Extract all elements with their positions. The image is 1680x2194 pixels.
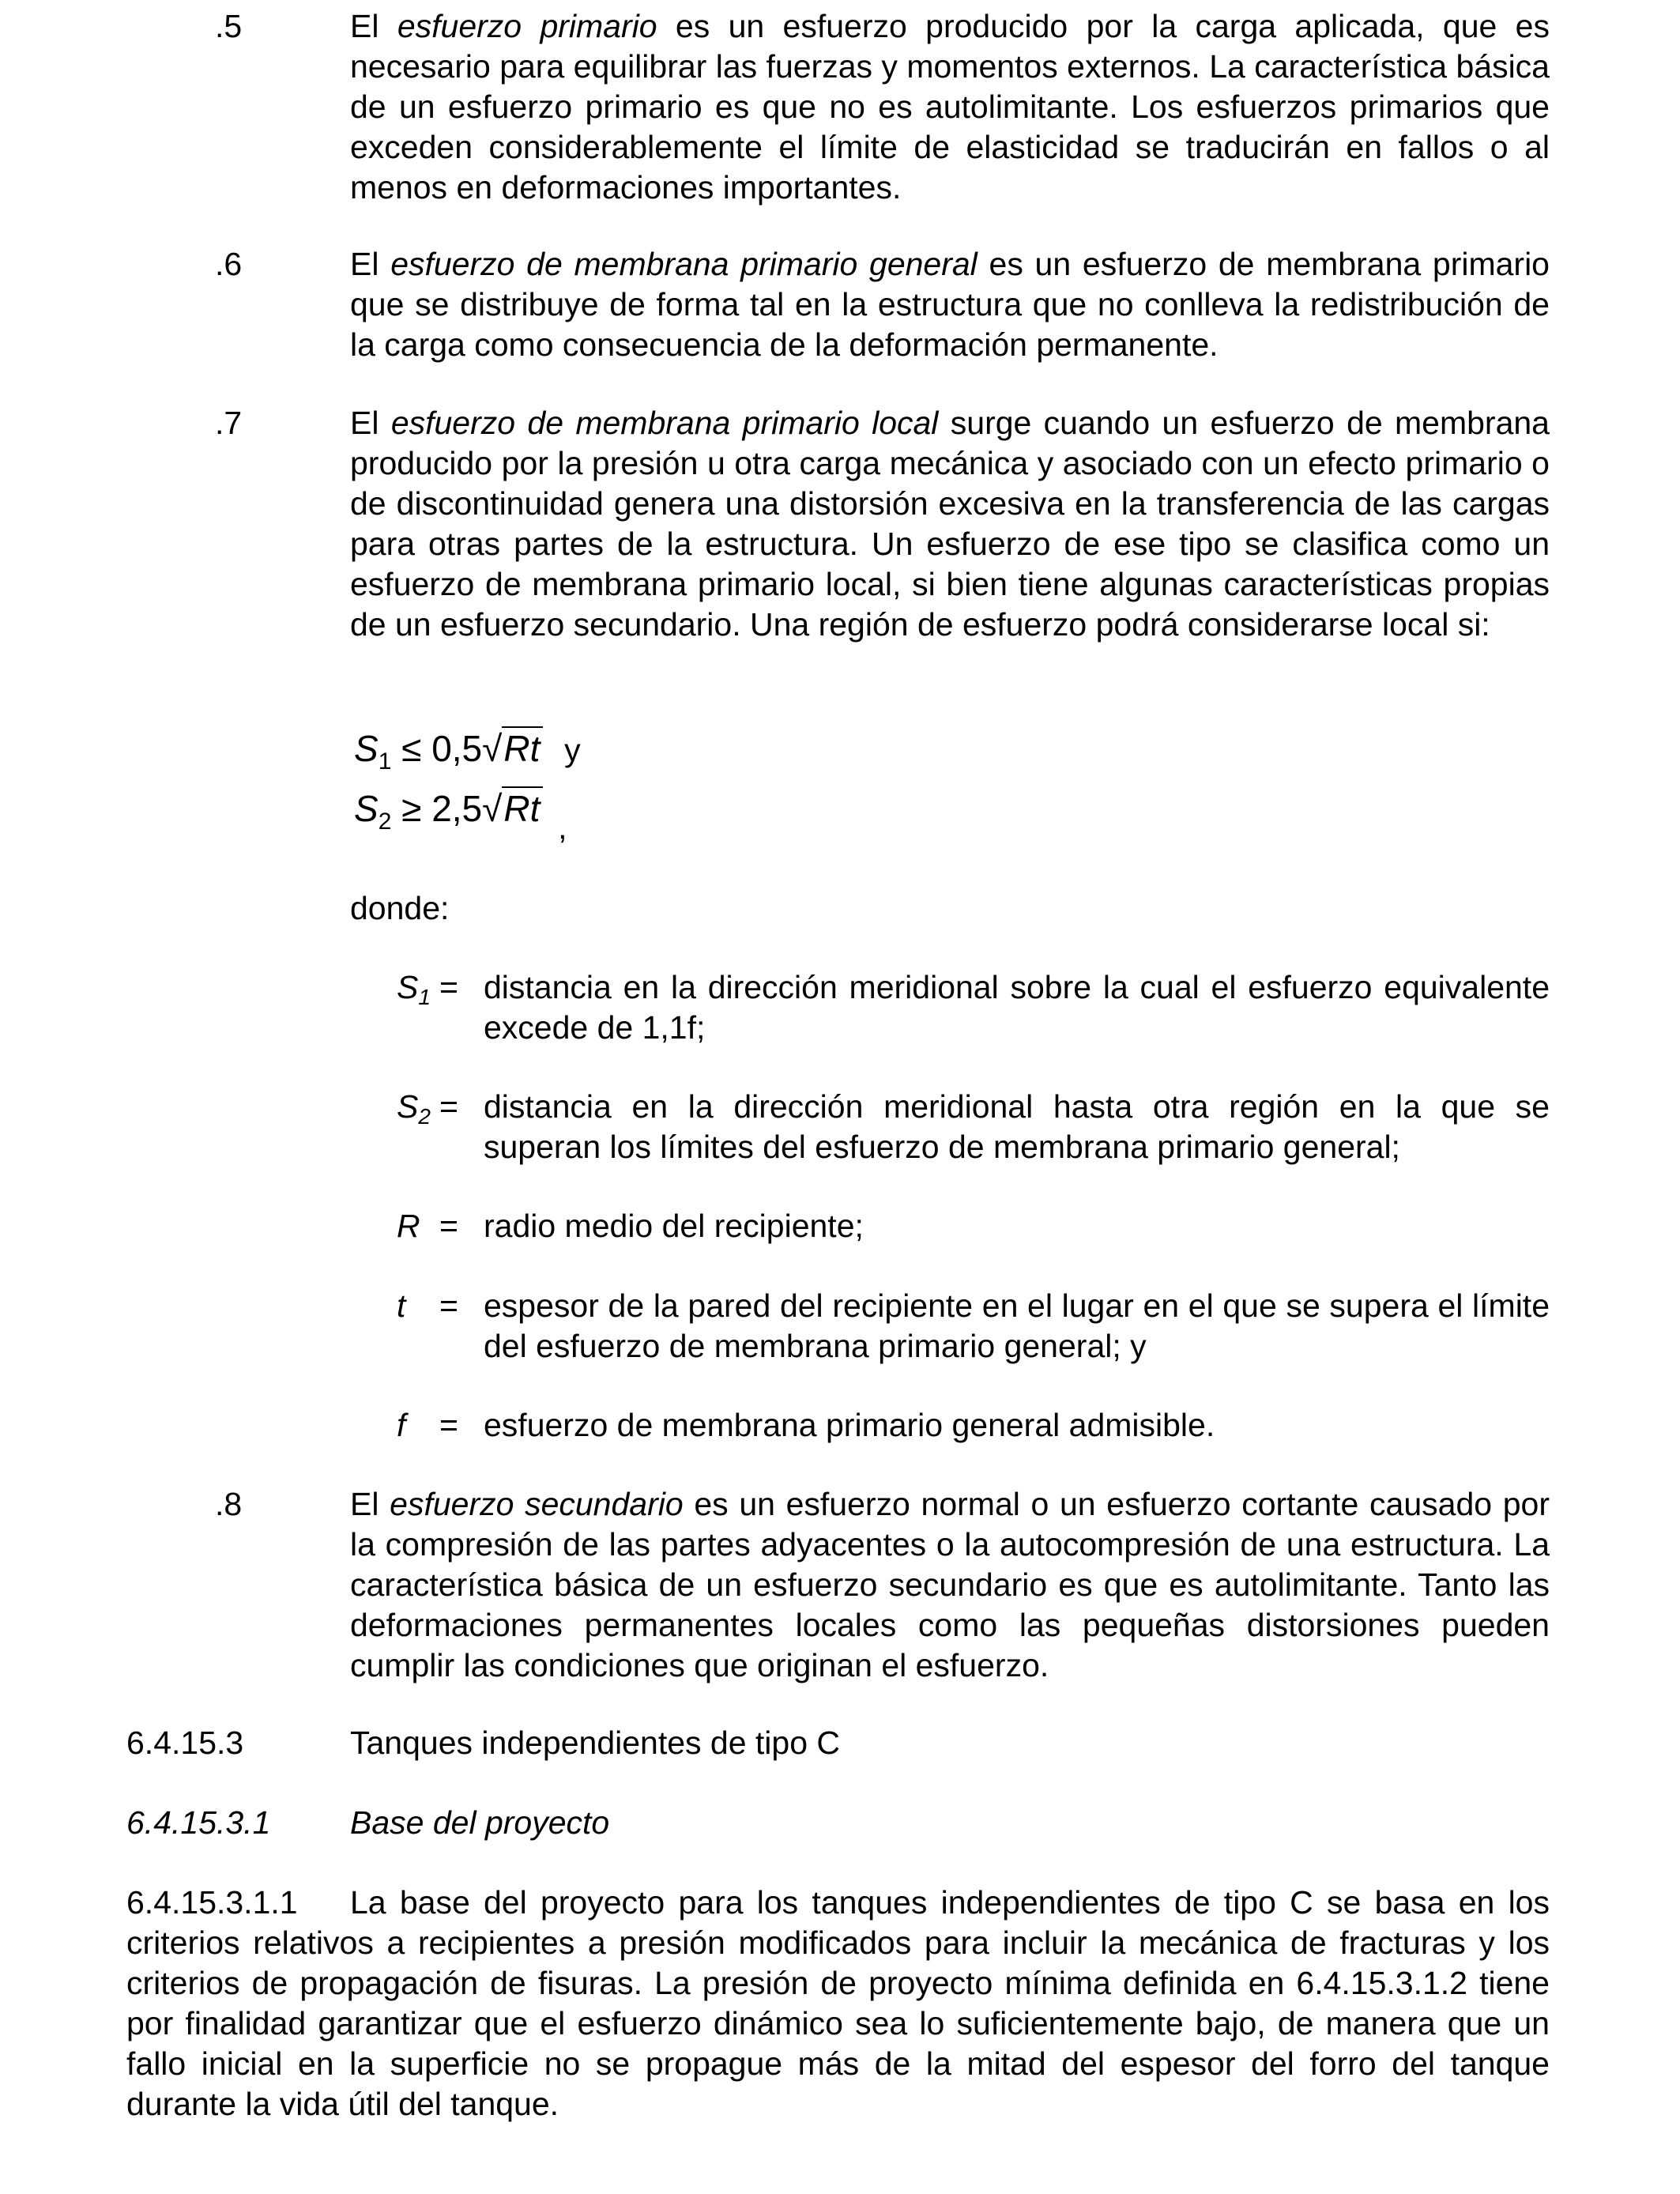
formula-radicand: Rt: [502, 786, 543, 829]
def-symbol-letter: t: [397, 1287, 406, 1324]
sqrt-symbol: √Rt: [482, 729, 543, 769]
formula-variable: S: [354, 788, 379, 829]
formula-radicand: Rt: [502, 726, 543, 769]
item-number: .8: [215, 1486, 243, 1522]
def-symbol: [397, 1405, 405, 1446]
para-prefix: El: [350, 246, 391, 282]
formula-coefficient: 2,5: [431, 788, 483, 829]
def-text: esfuerzo de membrana primario general admisible.: [484, 1407, 1215, 1443]
def-equals: =: [439, 1208, 458, 1244]
item-number: .5: [215, 8, 243, 44]
paragraph-number: 6.4.15.3.1.1: [126, 1884, 298, 1921]
formula-variable: S: [354, 728, 379, 769]
sqrt-symbol: √Rt: [482, 789, 543, 829]
formula-subscript: 1: [378, 748, 392, 775]
item-paragraph: [350, 403, 1550, 645]
defined-term: esfuerzo primario: [397, 8, 657, 44]
def-equals: =: [439, 1287, 458, 1324]
def-text: radio medio del recipiente;: [484, 1208, 864, 1244]
formula-subscript: 2: [378, 809, 392, 835]
subsection-number: 6.4.15.3.1: [126, 1804, 271, 1841]
def-text: distancia en la dirección meridional sobre la cual el esfuerzo equivalente excede de 1,1f;: [484, 969, 1550, 1046]
def-equals: =: [439, 1088, 458, 1125]
formula-operator: ≥: [401, 788, 422, 829]
def-symbol-letter: f: [397, 1407, 406, 1443]
formula-line-2: [354, 788, 567, 846]
def-symbol: [397, 967, 431, 1017]
item-number: .6: [215, 246, 243, 282]
def-symbol: [397, 1206, 420, 1246]
def-equals: =: [439, 1407, 458, 1443]
subsection-title: Base del proyecto: [350, 1804, 610, 1841]
section-title: Tanques independientes de tipo C: [350, 1725, 841, 1761]
item-number: .7: [215, 405, 243, 441]
item-paragraph: [350, 6, 1550, 208]
defined-term: esfuerzo de membrana primario local: [390, 405, 939, 441]
def-symbol: [397, 1087, 431, 1137]
def-equals: =: [439, 969, 458, 1005]
formula-operator: ≤: [401, 728, 422, 769]
para-prefix: El: [350, 405, 391, 441]
para-body: es un esfuerzo normal o un esfuerzo cortante causado por la compresión de las partes adyacentes o la autocompresión de una estructura. La característica básica de un esfuerzo secundario es que es autolimitante. Tanto las deformaciones permanentes locales como las pequeñas distorsiones pueden cumplir las condiciones que originan el esfuerzo.: [350, 1486, 1550, 1683]
formula-tail: y: [564, 732, 581, 768]
def-text: distancia en la dirección meridional hasta otra región en la que se superan los límites del esfuerzo de membrana primario general;: [484, 1088, 1550, 1165]
defined-term: esfuerzo secundario: [390, 1486, 684, 1522]
def-symbol: [397, 1286, 405, 1326]
paragraph-text: La base del proyecto para los tanques independientes de tipo C se basa en los criterios relativos a recipientes a presión modificados para incluir la mecánica de fracturas y los criterios de propagación de fisuras. La presión de proyecto mínima definida en 6.4.15.3.1.2 tiene por finalidad garantizar que el esfuerzo dinámico sea lo suficientemente bajo, de manera que un fallo inicial en la superficie no se propague más de la mitad del espesor del forro del tanque durante la vida útil del tanque.: [126, 1884, 1550, 2122]
formula-coefficient: 0,5: [431, 728, 483, 769]
def-symbol-letter: S: [397, 1088, 419, 1125]
def-symbol-letter: R: [397, 1208, 420, 1244]
item-paragraph: [350, 1484, 1550, 1686]
donde-label: donde:: [350, 890, 450, 926]
para-body: surge cuando un esfuerzo de membrana producido por la presión u otra carga mecánica y asociado con un efecto primario o de discontinuidad genera una distorsión excesiva en la transferencia de las cargas para otras partes de la estructura. Un esfuerzo de ese tipo se clasifica como un esfuerzo de membrana primario local, si bien tiene algunas características propias de un esfuerzo secundario. Una región de esfuerzo podrá considerarse local si:: [350, 405, 1550, 643]
formula-line-1: [354, 729, 581, 782]
section-number: 6.4.15.3: [126, 1725, 244, 1761]
defined-term: esfuerzo de membrana primario general: [390, 246, 977, 282]
para-body: es un esfuerzo de membrana primario que se distribuye de forma tal en la estructura que no conlleva la redistribución de la carga como consecuencia de la deformación permanente.: [350, 246, 1550, 363]
def-symbol-letter: S: [397, 969, 419, 1005]
def-symbol-subscript: 2: [418, 1104, 431, 1129]
para-prefix: El: [350, 1486, 390, 1522]
item-paragraph: [350, 244, 1550, 365]
formula-tail: ,: [558, 809, 567, 846]
def-text: espesor de la pared del recipiente en el lugar en el que se supera el límite del esfuerzo de membrana primario general; y: [484, 1287, 1550, 1364]
para-prefix: El: [350, 8, 397, 44]
final-paragraph: [126, 1883, 1550, 2124]
def-symbol-subscript: 1: [418, 985, 431, 1009]
para-body: es un esfuerzo producido por la carga aplicada, que es necesario para equilibrar las fuerzas y momentos externos. La característica básica de un esfuerzo primario es que no es autolimitante. Los esfuerzos primarios que exceden considerablemente el límite de elasticidad se traducirán en fallos o al menos en deformaciones importantes.: [350, 8, 1550, 205]
